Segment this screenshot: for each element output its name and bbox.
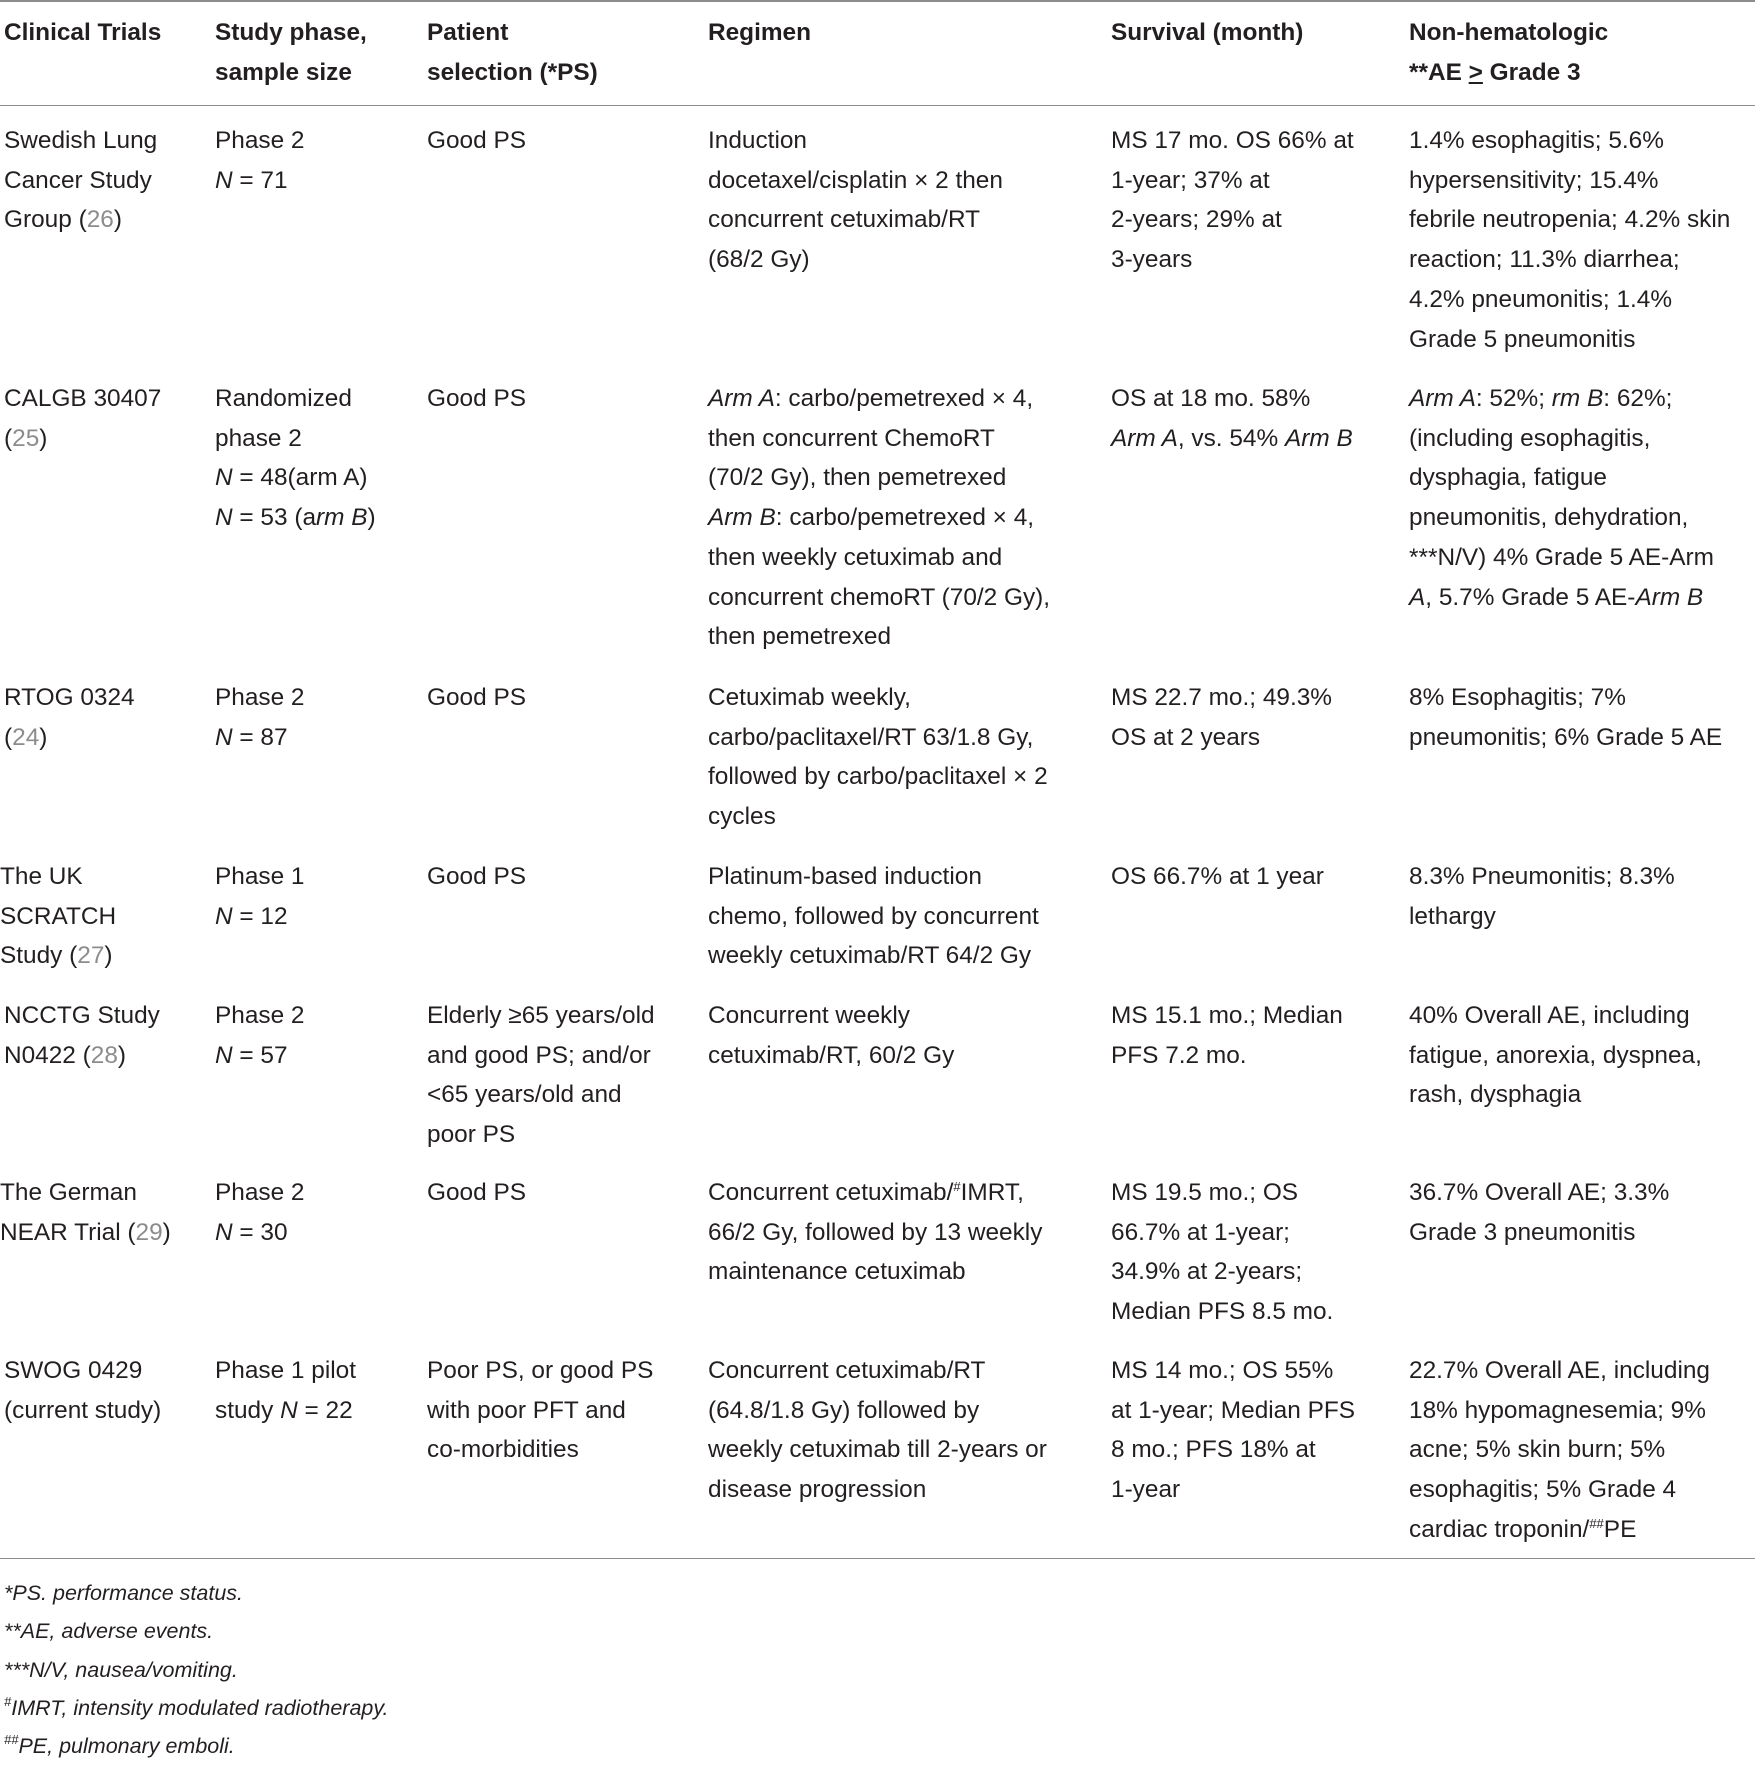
header-rule — [0, 105, 1755, 106]
patient-selection: Good PS — [427, 385, 526, 412]
survival: MS 19.5 mo.; OS 66.7% at 1-year; 34.9% at 2-years; Median PFS 8.5 mo. — [1111, 1179, 1334, 1326]
survival: OS at 18 mo. 58% Arm A, vs. 54% Arm B — [1111, 385, 1353, 452]
adverse-events: 40% Overall AE, including fatigue, anorexia, dyspnea, rash, dysphagia — [1409, 1002, 1702, 1109]
study-phase: Phase 2 N = 87 — [215, 684, 305, 751]
patient-selection: Good PS — [427, 127, 526, 154]
regimen: Arm A: carbo/pemetrexed × 4, then concurrent ChemoRT (70/2 Gy), then pemetrexed Arm B: carbo/pemetrexed × 4, then weekly cetuximab and concurrent chemoRT (70/2 Gy), then pemetrexed — [708, 385, 1051, 651]
study-phase: Phase 2 N = 57 — [215, 1002, 305, 1069]
study-phase: Phase 1 pilot study N = 22 — [215, 1357, 357, 1424]
reference-link[interactable]: 24 — [12, 723, 40, 751]
top-rule — [0, 0, 1755, 2]
adverse-events: 1.4% esophagitis; 5.6% hypersensitivity; 15.4% febrile neutropenia; 4.2% skin reaction; 11.3% diarrhea; 4.2% pneumonitis; 1.4% Grade 5 pneumonitis — [1409, 127, 1731, 353]
column-header: Patient selection (*PS) — [427, 19, 598, 86]
survival: MS 14 mo.; OS 55% at 1-year; Median PFS 8 mo.; PFS 18% at 1-year — [1111, 1357, 1356, 1504]
bottom-rule — [0, 1558, 1755, 1559]
reference-link[interactable]: 27 — [77, 942, 105, 970]
reference-link[interactable]: 25 — [12, 424, 40, 452]
trial-name-text: NCCTG Study N0422 ( — [4, 1002, 160, 1069]
column-header: Clinical Trials — [4, 19, 162, 46]
footnote-text: ***N/V, nausea/vomiting. — [4, 1657, 238, 1682]
footnote-mark: ## — [4, 1732, 19, 1748]
footnote — [4, 1689, 388, 1727]
footnote-text: PE, pulmonary emboli. — [18, 1734, 235, 1759]
regimen: Platinum-based induction chemo, followed by concurrent weekly cetuximab/RT 64/2 Gy — [708, 863, 1039, 970]
patient-selection: Elderly ≥65 years/old and good PS; and/or <65 years/old and poor PS — [427, 1002, 655, 1149]
trial-name-text: The UK SCRATCH Study ( — [0, 863, 117, 970]
trial-name-text: RTOG 0324 ( — [4, 684, 135, 751]
trial-name — [0, 1173, 171, 1252]
study-phase: Phase 2 N = 71 — [215, 127, 305, 194]
column-header: Non-hematologic **AE > Grade 3 — [1409, 19, 1609, 86]
trial-name-close: ) — [113, 206, 122, 234]
regimen: Concurrent cetuximab/RT (64.8/1.8 Gy) followed by weekly cetuximab till 2-years or disease progression — [708, 1357, 1047, 1504]
regimen: Cetuximab weekly, carbo/paclitaxel/RT 63/1.8 Gy, followed by carbo/paclitaxel × 2 cycles — [708, 684, 1048, 831]
regimen: Concurrent cetuximab/#IMRT, 66/2 Gy, followed by 13 weekly maintenance cetuximab — [708, 1179, 1043, 1286]
reference-link[interactable]: 29 — [135, 1218, 163, 1246]
study-phase: Phase 1 N = 12 — [215, 863, 305, 930]
study-phase: Randomized phase 2 N = 48(arm A) N = 53 (arm B) — [215, 385, 376, 532]
survival: MS 22.7 mo.; 49.3% OS at 2 years — [1111, 684, 1332, 751]
trial-name-text: The German NEAR Trial ( — [0, 1179, 137, 1246]
footnote — [4, 1727, 235, 1765]
footnote-text: IMRT, intensity modulated radiotherapy. — [11, 1695, 389, 1720]
reference-link[interactable]: 28 — [90, 1041, 118, 1069]
trial-name-close: ) — [117, 1041, 127, 1069]
column-header: Survival (month) — [1111, 19, 1304, 46]
patient-selection: Good PS — [427, 863, 526, 890]
regimen: Concurrent weekly cetuximab/RT, 60/2 Gy — [708, 1002, 955, 1069]
footnote — [4, 1574, 243, 1612]
trial-name — [4, 1351, 161, 1430]
trial-name-close: ) — [162, 1218, 171, 1246]
survival: MS 17 mo. OS 66% at 1-year; 37% at 2-years; 29% at 3-years — [1111, 127, 1354, 274]
footnote-mark: # — [4, 1693, 12, 1709]
study-phase: Phase 2 N = 30 — [215, 1179, 305, 1246]
adverse-events: 8.3% Pneumonitis; 8.3% lethargy — [1409, 863, 1675, 930]
footnote-text: **AE, adverse events. — [4, 1619, 214, 1644]
trial-name — [4, 379, 161, 458]
regimen: Induction docetaxel/cisplatin × 2 then concurrent cetuximab/RT (68/2 Gy) — [708, 127, 1003, 274]
trial-name — [0, 857, 116, 976]
patient-selection: Good PS — [427, 1179, 526, 1206]
footnote-text: *PS. performance status. — [4, 1581, 243, 1605]
patient-selection: Poor PS, or good PS with poor PFT and co-morbidities — [427, 1357, 654, 1464]
footnote — [4, 1651, 238, 1689]
survival: OS 66.7% at 1 year — [1111, 863, 1324, 890]
trial-name-text: CALGB 30407 ( — [4, 385, 162, 452]
patient-selection: Good PS — [427, 684, 526, 711]
survival: MS 15.1 mo.; Median PFS 7.2 mo. — [1111, 1002, 1343, 1069]
trial-name — [4, 678, 135, 757]
adverse-events: 22.7% Overall AE, including 18% hypomagnesemia; 9% acne; 5% skin burn; 5% esophagitis; 5% Grade 4 cardiac troponin/##PE — [1409, 1357, 1710, 1543]
adverse-events: Arm A: 52%; rm B: 62%; (including esophagitis, dysphagia, fatigue pneumonitis, dehydration, ***N/V) 4% Grade 5 AE-Arm A, 5.7% Grade 5 AE-Arm B — [1409, 385, 1714, 611]
adverse-events: 36.7% Overall AE; 3.3% Grade 3 pneumonitis — [1409, 1179, 1670, 1246]
footnote — [4, 1612, 213, 1650]
reference-link[interactable]: 26 — [86, 206, 114, 234]
trial-name — [4, 121, 157, 240]
trial-name-text: SWOG 0429 (current study) — [4, 1357, 162, 1424]
trial-name-close: ) — [39, 723, 48, 751]
trial-name — [4, 996, 160, 1075]
adverse-events: 8% Esophagitis; 7% pneumonitis; 6% Grade 5 AE — [1409, 684, 1723, 751]
trial-name-close: ) — [104, 942, 113, 970]
column-header: Study phase, sample size — [215, 19, 367, 86]
trial-name-close: ) — [39, 424, 48, 452]
column-header: Regimen — [708, 19, 812, 46]
trial-name-text: Swedish Lung Cancer Study Group ( — [4, 127, 158, 234]
